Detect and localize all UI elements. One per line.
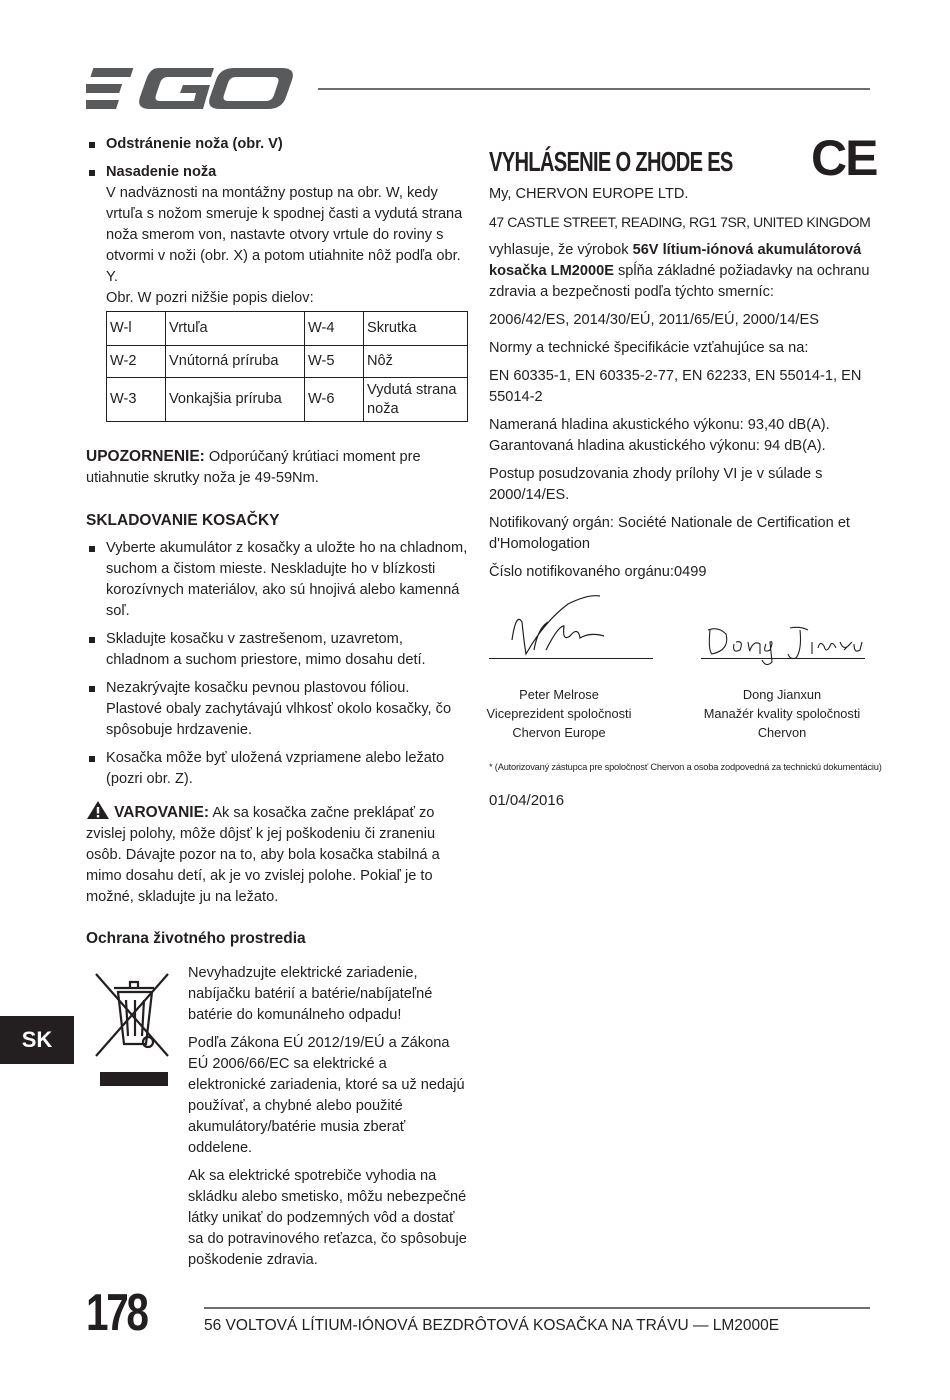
header-rule: [318, 88, 870, 90]
notice-paragraph: [86, 446, 468, 489]
part-code: W-l: [107, 312, 166, 346]
declaration-statement: [489, 240, 871, 303]
left-column: [86, 134, 468, 949]
install-blade-item: [86, 162, 468, 309]
storage-item: Skladujte kosačku v zastrešenom, uzavretom, chladnom a suchom priestore, mimo dosahu detí.: [86, 629, 468, 671]
notice-text: Odporúčaný krútiaci moment pre utiahnutie skrutky noža je 49-59Nm.: [86, 449, 421, 486]
signature-line: [701, 658, 865, 659]
signatory-1: [476, 685, 642, 742]
footer-rule: [204, 1307, 870, 1309]
part-code: W-4: [305, 312, 364, 346]
warning-paragraph: [86, 800, 468, 908]
part-name: Vrtuľa: [166, 312, 305, 346]
crossed-out-bin-icon: [92, 966, 176, 1090]
signatory-role: Manažér kvality spoločnosti: [703, 706, 861, 721]
standards-intro: Normy a technické špecifikácie vzťahujúce sa na:: [489, 340, 809, 356]
notified-body: Notifikovaný orgán: Société Nationale de Certification et d'Homologation: [489, 515, 850, 552]
env-paragraph: Podľa Zákona EÚ 2012/19/EÚ a Zákona EÚ 2006/66/EC sa elektrické a elektronické zariadenia, ktoré sa už nedajú používať, a chybné alebo použité akumulátory/batérie musia zberať oddelene.: [188, 1035, 465, 1156]
signatory-role: Viceprezident spoločnosti: [486, 706, 632, 721]
language-tab: SK: [0, 1016, 74, 1064]
part-code: W-6: [305, 378, 364, 422]
product-name: 56V lítium-iónová akumulátorová kosačka LM2000E: [489, 242, 862, 279]
declaration-date: 01/04/2016: [489, 792, 565, 809]
env-paragraph: Nevyhadzujte elektrické zariadenie, nabíjačku batérií a batérie/nabíjateľné batérie do komunálneho odpadu!: [188, 965, 433, 1023]
parts-intro: Obr. W pozri nižšie popis dielov:: [106, 290, 314, 306]
env-text-block: [188, 963, 468, 1271]
signatory-org: Chervon Europe: [512, 725, 606, 740]
standards-line: EN 60335-1, EN 60335-2-77, EN 62233, EN 55014-1, EN 55014-2: [489, 368, 862, 405]
directives-line: 2006/42/ES, 2014/30/EÚ, 2011/65/EÚ, 2000/14/ES: [489, 312, 819, 328]
env-title: Ochrana životného prostredia: [86, 930, 306, 947]
signature-line: [489, 658, 653, 659]
ego-logo: [86, 66, 298, 112]
table-row: [107, 346, 468, 378]
noise-measured: Nameraná hladina akustického výkonu: 93,40 dB(A).: [489, 417, 830, 433]
storage-item: Nezakrývajte kosačku pevnou plastovou fóliou. Plastové obaly zachytávajú vlhkosť okolo kosačky, čo spôsobuje hrdzavenie.: [86, 678, 468, 741]
install-blade-title: Nasadenie noža: [106, 164, 217, 180]
declaration-pre: vyhlasuje, že výrobok: [489, 242, 633, 258]
signatory-org: Chervon: [757, 725, 807, 740]
part-code: W-2: [107, 346, 166, 378]
page-number: 178: [86, 1284, 147, 1342]
part-name: Vonkajšia príruba: [166, 378, 305, 422]
address-line: 47 CASTLE STREET, READING, RG1 7SR, UNITED KINGDOM: [489, 214, 871, 230]
signatory-2: [696, 685, 868, 742]
parts-table: [106, 311, 468, 422]
part-name: Vydutá strana noža: [364, 378, 468, 422]
signatory-name: Peter Melrose: [519, 687, 599, 702]
storage-item: Vyberte akumulátor z kosačky a uložte ho na chladnom, suchom a čistom mieste. Neskladujte ho v blízkosti korozívnych materiálov, ako sú hnojivá alebo kamenná soľ.: [86, 538, 468, 622]
env-paragraph: Ak sa elektrické spotrebiče vyhodia na skládku alebo smetisko, môžu nebezpečné látky unikať do podzemných vôd a dostať sa do potravinového reťazca, čo spôsobuje poškodenie zdravia.: [188, 1168, 467, 1268]
remove-blade-item: Odstránenie noža (obr. V): [86, 134, 468, 155]
right-column: [489, 184, 871, 583]
table-row: [107, 312, 468, 346]
signatory-name: Dong Jianxun: [742, 687, 822, 702]
warning-triangle-icon: [86, 800, 110, 820]
part-name: Vnútorná príruba: [166, 346, 305, 378]
warning-text: Ak sa kosačka začne preklápať zo zvislej polohy, môže dôjsť k jej poškodeniu či zraneniu osôb. Dávajte pozor na to, aby bola kosačka stabilná a mimo dosahu detí, ak je vo zvislej polohe. Pokiaľ je to možné, skladujte ju na ležato.: [86, 805, 440, 905]
company-line: My, CHERVON EUROPE LTD.: [489, 186, 689, 202]
table-row: [107, 378, 468, 422]
part-code: W-3: [107, 378, 166, 422]
assessment-line: Postup posudzovania zhody prílohy VI je v súlade s 2000/14/ES.: [489, 466, 823, 503]
noise-guaranteed: Garantovaná hladina akustického výkonu: 94 dB(A).: [489, 438, 826, 454]
part-name: Skrutka: [364, 312, 468, 346]
signature-peter-melrose: [504, 592, 624, 662]
storage-item: Kosačka môže byť uložená vzpriamene alebo ležato (pozri obr. Z).: [86, 748, 468, 790]
declaration-post: spĺňa základné požiadavky na ochranu zdravia a bezpečnosti podľa týchto smerníc:: [489, 263, 870, 300]
notice-label: UPOZORNENIE:: [86, 448, 205, 465]
storage-title: SKLADOVANIE KOSAČKY: [86, 512, 280, 529]
footnote: * (Autorizovaný zástupca pre spoločnosť Chervon a osoba zodpovedná za technickú dokumentáciu): [489, 762, 882, 772]
part-code: W-5: [305, 346, 364, 378]
install-blade-text: V nadväznosti na montážny postup na obr. W, kedy vrtuľa s nožom smeruje k spodnej časti a vydutá strana noža smerom von, nastavte otvory vrtule do roviny s otvormi v noži (obr. X) a potom utiahnite nôž podľa obr. Y.: [106, 185, 463, 285]
declaration-title: VYHLÁSENIE O ZHODE ES: [489, 146, 733, 177]
notified-number: Číslo notifikovaného orgánu:0499: [489, 564, 707, 580]
footer-title: 56 VOLTOVÁ LÍTIUM-IÓNOVÁ BEZDRÔTOVÁ KOSAČKA NA TRÁVU — LM2000E: [204, 1317, 780, 1334]
part-name: Nôž: [364, 346, 468, 378]
ce-mark: CE: [811, 130, 877, 186]
warning-label: VAROVANIE:: [114, 804, 210, 821]
signature-dong-jianxun: [704, 620, 864, 670]
